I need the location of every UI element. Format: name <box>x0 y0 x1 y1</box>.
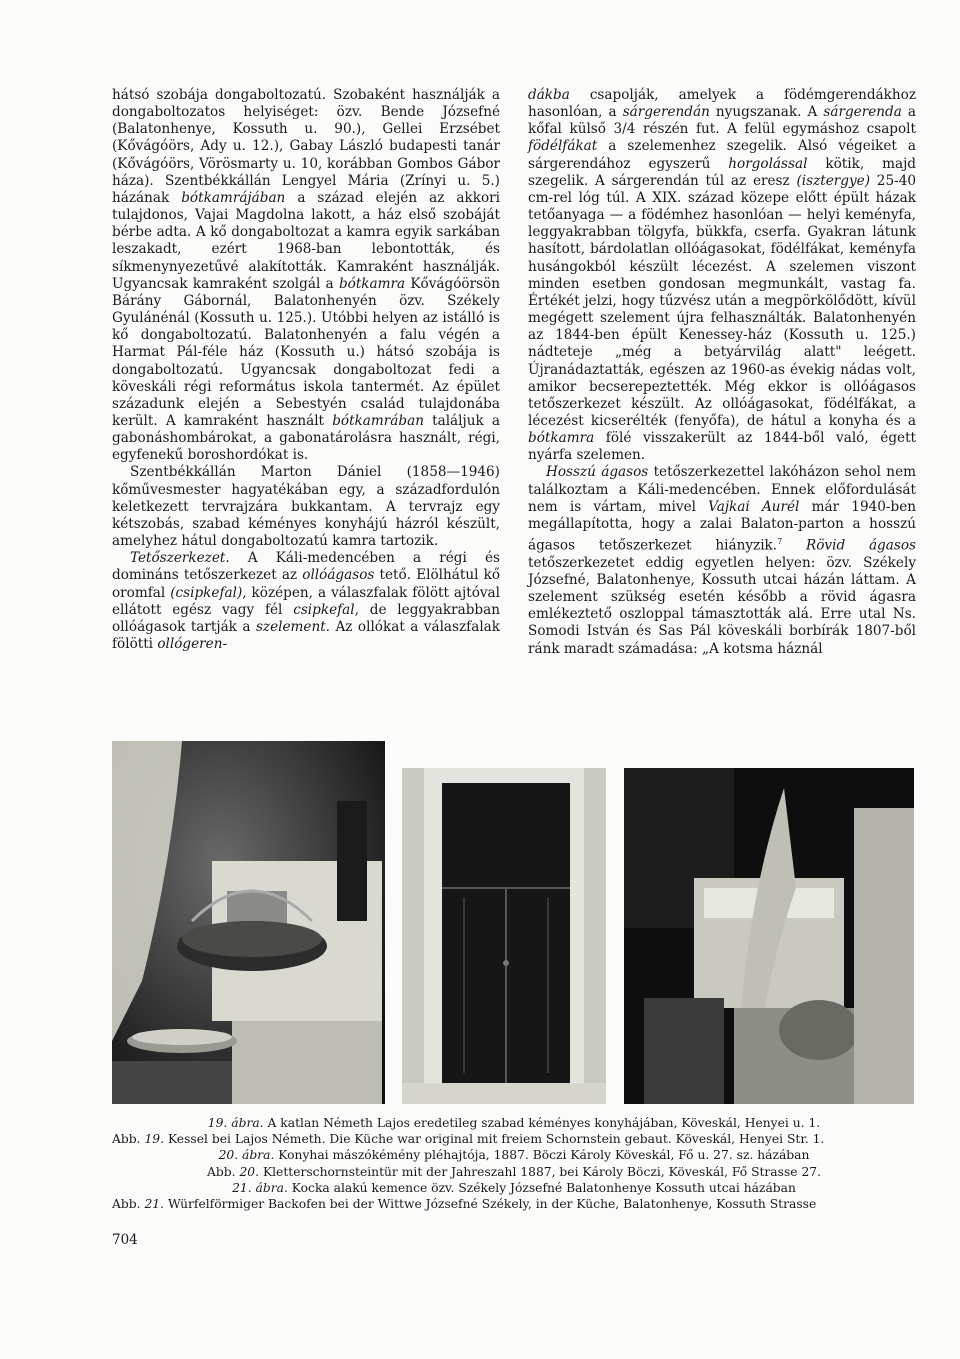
paragraph: dákba csapolják, amelyek a födémgerendákhoz hasonlóan, a sárgerendán nyugszanak. A sárgerenda a kőfal külső 3/4 részén fut. A felül egymáshoz csapolt födélfákat a szelemenhez szegelik. Alsó végeiket a sárgerendához egyszerű horgolással kötik, majd szegelik. A sárgerendán túl az eresz (isztergye) 25-40 cm-rel lóg túl. A XIX. század közepe előtt épült házak tetőanyaga — a födémhez hasonlóan — helyi keményfa, leggyakrabban tölgyfa, bükkfa, cserfa. Gyakran látunk hasított, bárdolatlan ollóágasokat, födélfákat, keményfa husángokból készült lécezést. A szelemen viszont minden esetben gondosan megmunkált, vastag fa. Értékét jelzi, hogy tűzvész után a megpörkölődött, kívül megégett szelement újra felhasználták. Balatonhenyén az 1844-ben épült Kenessey-ház (Kossuth u. 125.) nádteteje „még a betyárvilág alatt" leégett. Újranádaztatták, egészen az 1960-as évekig nádas volt, amikor becserepeztették. Még ekkor is ollóágasos tetőszerkezet készült. Az ollóágasokat, födélfákat, a lécezést kicserélték (fenyőfa), de hátul a konyha és a bótkamra fölé visszakerült az 1844-ből való, égett nyárfa szelemen. <box>528 87 916 464</box>
paragraph: Szentbékkállán Marton Dániel (1858—1946) kőművesmester hagyatékában egy, a századfordulón keletkezett tervrajzára bukkantam. A tervrajz egy kétszobás, szabad kéményes konyhájú házról készült, amelyhez hátul dongaboltozatú kamra tartozik. <box>112 464 500 550</box>
paragraph: Hosszú ágasos tetőszerkezettel lakóházon sehol nem találkoztam a Káli-medencében. Ennek előfordulását nem is vártam, mivel Vajkai Aurél már 1940-ben megállapította, hogy a zalai Balaton-parton a hosszú ágasos tetőszerkezet hiányzik.$^7$ Rövid ágasos tetőszerkezetet eddig egyetlen helyen: özv. Székely Józsefné, Balatonhenye, Kossuth utcai házán láttam. A szelement szükség esetén később a rövid ágasra emlékeztető oszloppal támasztották alá. Erre utal Ns. Somodi István és Sas Pál köveskáli borbírák 1807-ből ránk maradt számadása: „A kotsma háznál <box>528 464 917 657</box>
figure-captions <box>112 1115 916 1212</box>
text-column-right <box>528 87 916 658</box>
caption-21: 21. ábra. Kocka alakú kemence özv. Székely Józsefné Balatonhenye Kossuth utcai házában <box>232 1180 796 1195</box>
photo-figure-19 <box>112 741 385 1104</box>
caption-abb-20: Abb. 20. Kletterschornsteintür mit der Jahreszahl 1887, bei Károly Böczi, Köveskál, Fő Strasse 27. <box>206 1164 822 1179</box>
photo-figure-21 <box>624 768 914 1104</box>
caption-abb-19: Abb. 19. Kessel bei Lajos Németh. Die Küche war original mit freiem Schornstein gebaut. Köveskál, Henyei Str. 1. <box>112 1132 825 1147</box>
paragraph: Tetőszerkezet. A Káli-medencében a régi és domináns tetőszerkezet az ollóágasos tető. Elölhátul kő oromfal (csipkefal), középen, a válaszfalak fölött ajtóval ellátott egész vagy fél csipkefal, de leggyakrabban ollóágasok tartják a szelement. Az ollókat a válaszfalak fölötti ollógeren- <box>112 550 501 652</box>
text-column-left <box>112 87 500 653</box>
paragraph: hátsó szobája dongaboltozatú. Szobaként használják a dongaboltozatos helyiséget: özv. Bende Józsefné (Balatonhenye, Kossuth u. 90.), Gellei Erzsébet (Kővágóörs, Ady u. 12.), Gabay László budapesti tanár (Kővágóörs, Vörösmarty u. 10, korábban Gombos Gábor háza). Szentbékkállán Lengyel Mária (Zrínyi u. 5.) házának bótkamrájában a század elején az akkori tulajdonos, Vajai Magdolna lakott, a ház első szobáját bérbe adta. A kő dongaboltozat a kamra egyik sarkában leszakadt, ezért 1968-ban lebontották, és síkmenynyezetűvé alakították. Kamraként használják. Ugyancsak kamraként szolgál a bótkamra Kővágóörsön Bárány Gábornál, Balatonhenyén özv. Székely Gyulánénál (Kossuth u. 125.). Utóbbi helyen az istálló is kő dongaboltozatú. Balatonhenyén a falu végén a Harmat Pál-féle ház (Kossuth u.) hátsó szobája is dongaboltozatú. Ugyancsak dongaboltozat fedi a köveskáli régi református iskola tantermét. Az épület századunk elején a Sebestyén család tulajdonába került. A kamraként használt bótkamrában találjuk a gabonáshombárokat, a gabonatárolásra használt, régi, egyfenekű boroshordókat is. <box>112 87 500 464</box>
page-number: 704 <box>112 1232 138 1248</box>
caption-19: 19. ábra. A katlan Németh Lajos eredetileg szabad kéményes konyhájában, Köveskál, Henyei u. 1. <box>207 1116 821 1130</box>
photo-figure-20 <box>402 768 606 1104</box>
caption-20: 20. ábra. Konyhai mászókémény pléhajtója, 1887. Böczi Károly Köveskál, Fő u. 27. sz. házában <box>218 1148 810 1163</box>
caption-abb-21: Abb. 21. Würfelförmiger Backofen bei der Wittwe Józsefné Székely, in der Küche, Balatonhenye, Kossuth Strasse <box>112 1197 817 1212</box>
